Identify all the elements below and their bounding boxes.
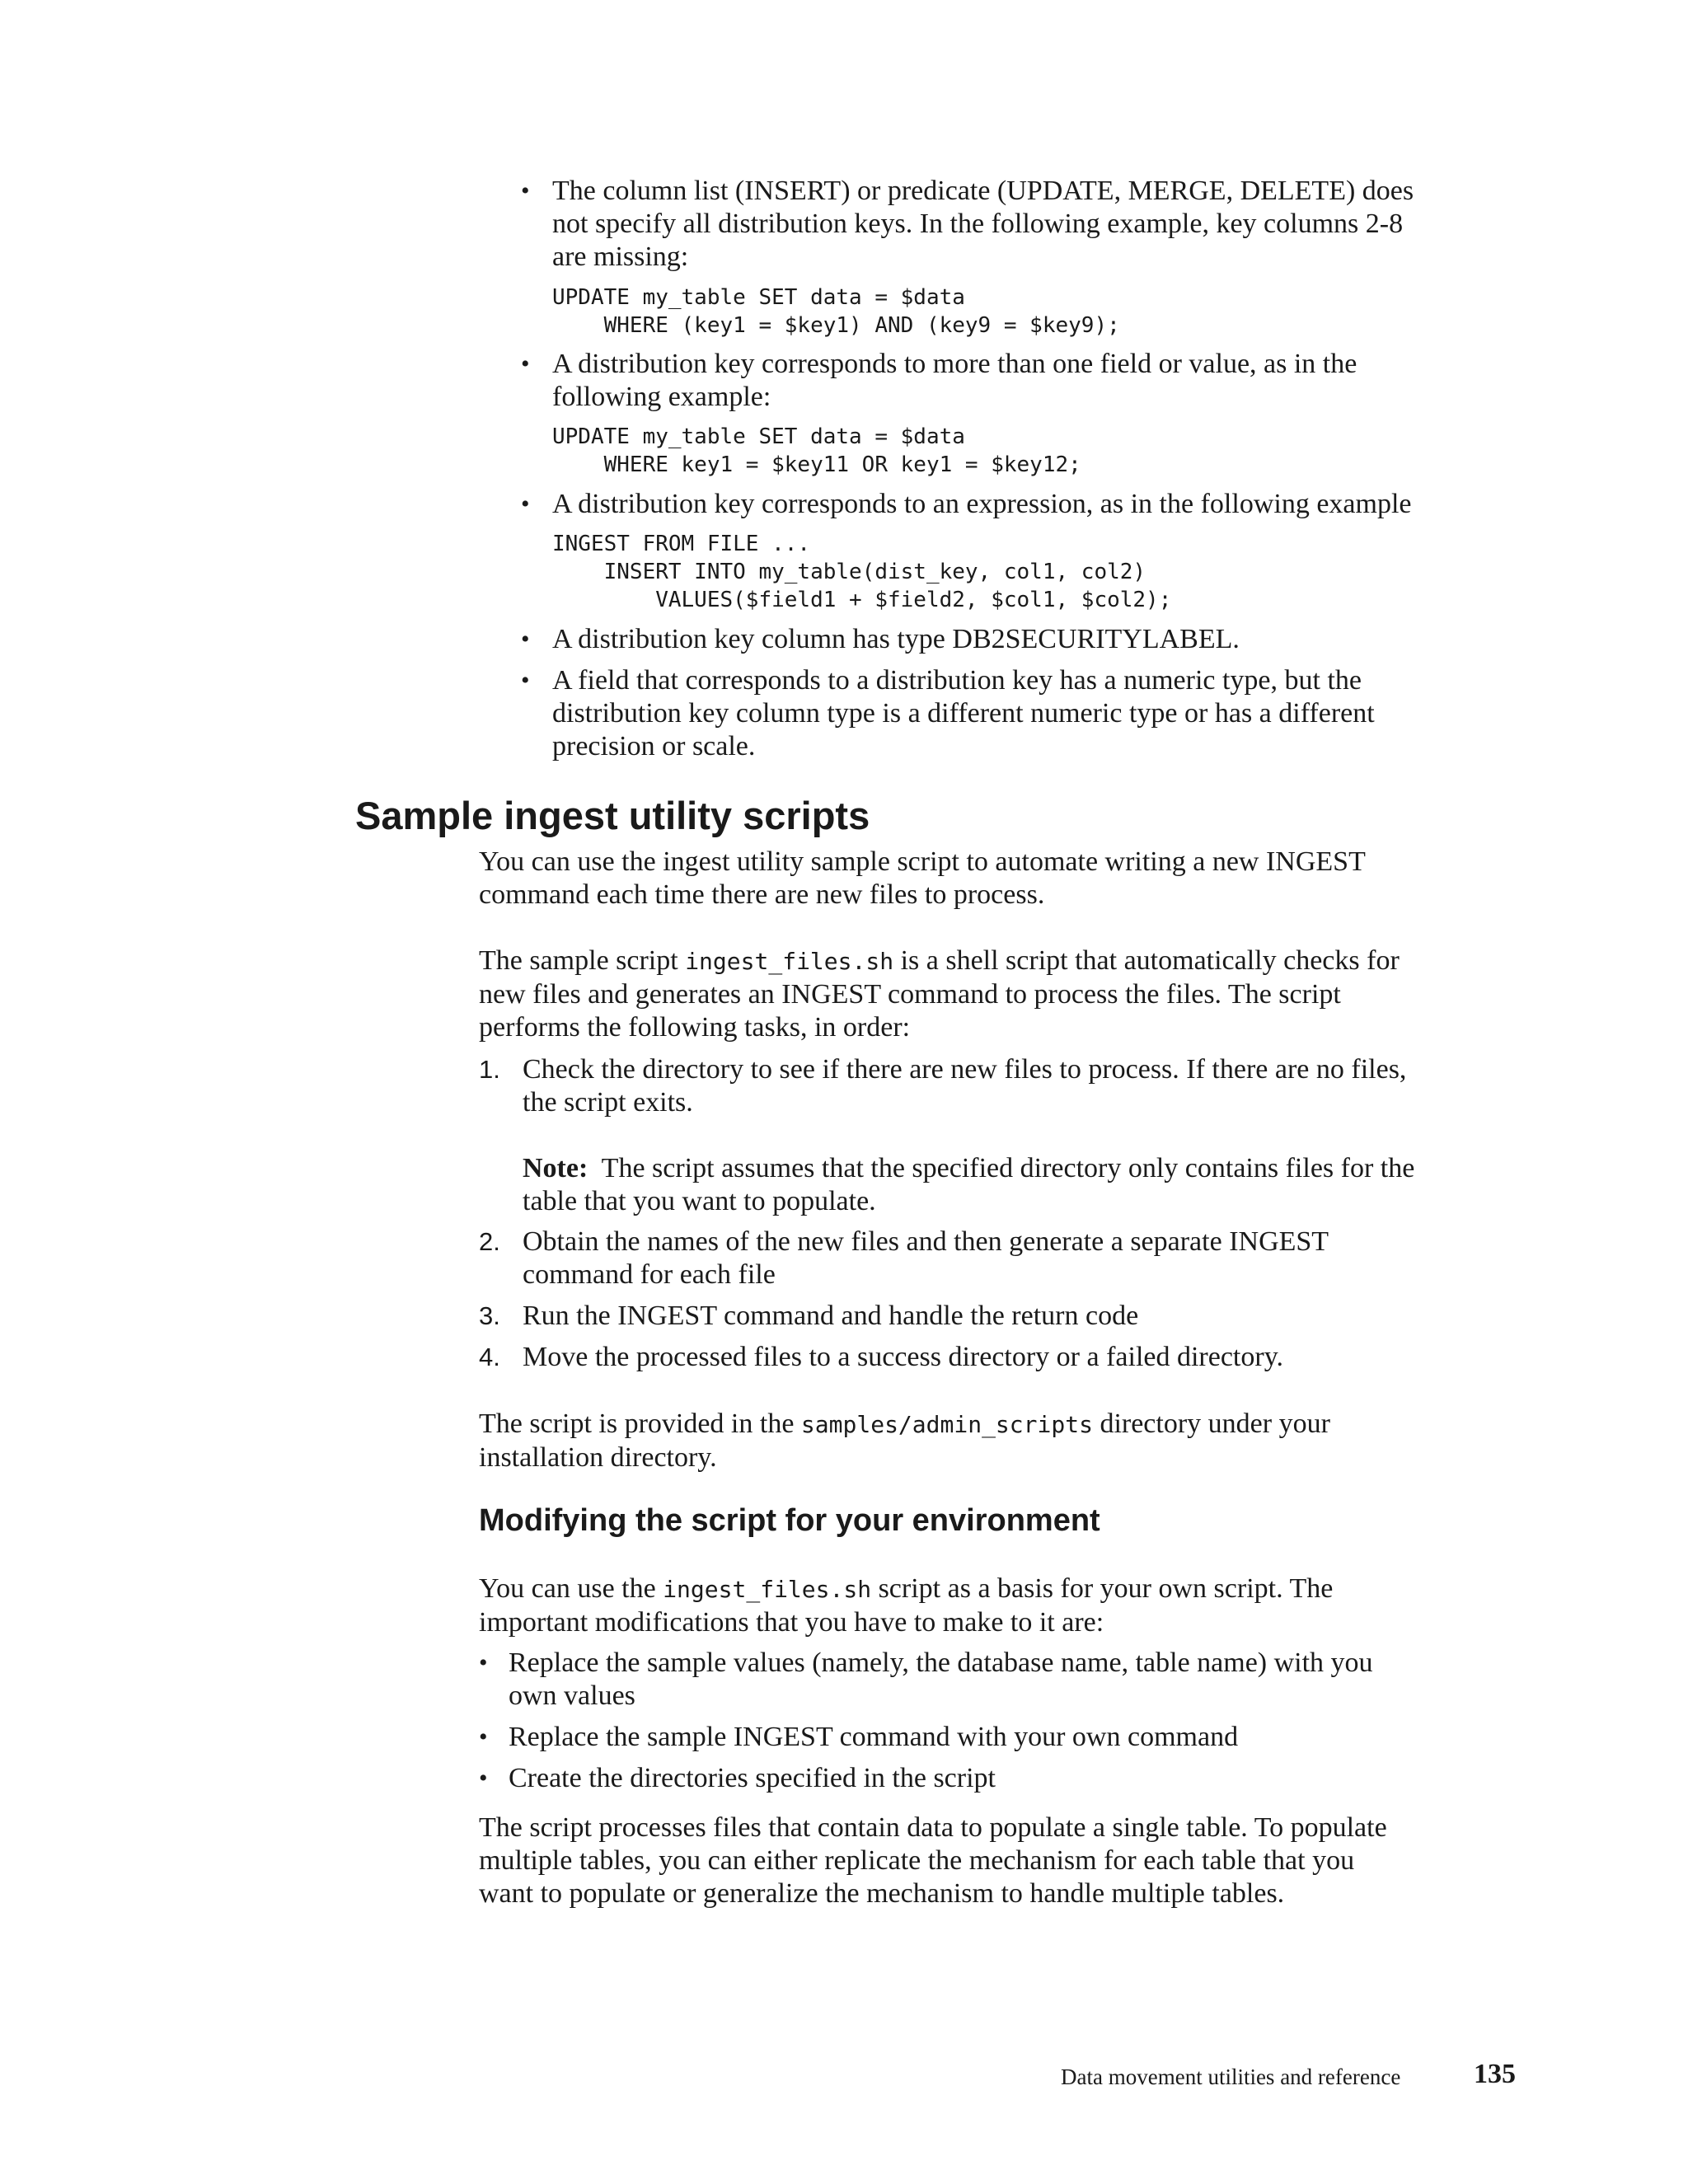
code-line: UPDATE my_table SET data = $data [552,424,965,449]
footer-title: Data movement utilities and reference [1061,2064,1401,2089]
closing-line-3: want to populate or generalize the mechanism to handle multiple tables. [479,1878,1285,1909]
para2-text: is a shell script that automatically checks for [893,945,1400,976]
para2-text: The sample script [479,945,686,976]
para3-line-2: installation directory. [479,1442,717,1473]
step-2-line-1: Obtain the names of the new files and then generate a separate INGEST [523,1226,1329,1257]
bullet-3-line-1: A distribution key corresponds to an expression, as in the following example [552,489,1412,519]
bullet-4-line-1: A distribution key column has type DB2SECURITYLABEL. [552,624,1240,654]
inline-code: ingest_files.sh [663,1576,872,1603]
subsection-heading: Modifying the script for your environment [479,1503,1100,1538]
step-number: 4. [479,1343,500,1371]
note-label: Note: [523,1153,588,1183]
step-1-line-2: the script exits. [523,1087,693,1118]
step-3-line-1: Run the INGEST command and handle the return code [523,1301,1139,1331]
code-line: UPDATE my_table SET data = $data [552,285,965,310]
closing-paragraph [479,1811,1387,1910]
script-description-paragraph [479,944,1400,1044]
para4-text: script as a basis for your own script. The [871,1573,1334,1604]
bullet-marker: • [521,490,530,518]
closing-line-1: The script processes files that contain data to populate a single table. To populate [479,1812,1387,1843]
code-line: INGEST FROM FILE ... [552,532,811,556]
note-line-2: table that you want to populate. [523,1186,876,1216]
bullet-marker: • [521,667,530,694]
mod-bullet-3-line-1: Create the directories specified in the script [509,1763,996,1793]
code-block-2 [552,423,1081,479]
para4-line-1 [479,1572,1333,1606]
para2-line-2: new files and generates an INGEST command to process the files. The script [479,979,1341,1010]
bullet-2-line-2: following example: [552,382,771,412]
bullet-marker: • [479,1723,488,1750]
inline-code: samples/admin_scripts [800,1411,1093,1438]
para3-text: directory under your [1092,1408,1330,1439]
step-1-line-1: Check the directory to see if there are new files to process. If there are no files, [523,1054,1407,1085]
bullet-item-5 [552,664,1375,763]
mod-bullet-2 [509,1721,1238,1754]
bullet-5-line-1: A field that corresponds to a distribution key has a numeric type, but the [552,665,1362,696]
bullet-1-line-2: not specify all distribution keys. In the following example, key columns 2-8 [552,209,1404,239]
modification-intro-paragraph [479,1572,1333,1639]
bullet-5-line-3: precision or scale. [552,731,756,762]
note-line-1 [523,1152,1414,1185]
step-1 [523,1053,1406,1119]
intro-line-1: You can use the ingest utility sample script to automate writing a new INGEST [479,846,1366,877]
mod-bullet-1 [509,1647,1373,1713]
step-4 [523,1341,1283,1374]
inline-code: ingest_files.sh [685,948,894,975]
bullet-1-line-3: are missing: [552,241,689,272]
bullet-1-line-1: The column list (INSERT) or predicate (UPDATE, MERGE, DELETE) does [552,176,1414,206]
code-line: VALUES($field1 + $field2, $col1, $col2); [552,588,1172,612]
section-heading: Sample ingest utility scripts [355,794,870,837]
code-line: INSERT INTO my_table(dist_key, col1, col2) [552,560,1146,584]
bullet-item-1 [552,175,1414,274]
code-line: WHERE key1 = $key11 OR key1 = $key12; [552,452,1081,477]
note-block [523,1152,1414,1218]
bullet-item-3 [552,488,1411,521]
script-location-paragraph [479,1408,1330,1474]
step-2-line-2: command for each file [523,1259,776,1290]
bullet-marker: • [521,626,530,653]
bullet-marker: • [521,177,530,204]
step-4-line-1: Move the processed files to a success directory or a failed directory. [523,1342,1283,1372]
para4-line-2: important modifications that you have to make to it are: [479,1607,1104,1638]
code-line: WHERE (key1 = $key1) AND (key9 = $key9); [552,313,1120,338]
bullet-marker: • [479,1765,488,1792]
bullet-marker: • [521,350,530,377]
step-number: 1. [479,1055,500,1084]
para2-line-3: performs the following tasks, in order: [479,1012,911,1043]
mod-bullet-1-line-1: Replace the sample values (namely, the database name, table name) with you [509,1647,1373,1678]
intro-paragraph [479,846,1366,912]
bullet-5-line-2: distribution key column type is a different numeric type or has a different [552,698,1375,729]
mod-bullet-2-line-1: Replace the sample INGEST command with your own command [509,1722,1239,1752]
bullet-marker: • [479,1649,488,1676]
para2-line-1 [479,944,1400,978]
code-block-3 [552,530,1171,614]
step-2 [523,1226,1329,1291]
page-number: 135 [1474,2059,1516,2089]
para3-text: The script is provided in the [479,1408,801,1439]
para3-line-1 [479,1408,1330,1441]
code-block-1 [552,284,1120,340]
closing-line-2: multiple tables, you can either replicate the mechanism for each table that you [479,1845,1355,1876]
step-3 [523,1300,1138,1333]
bullet-item-4 [552,623,1240,656]
bullet-item-2 [552,348,1357,414]
bullet-2-line-1: A distribution key corresponds to more than one field or value, as in the [552,349,1357,379]
mod-bullet-3 [509,1762,996,1795]
para4-text: You can use the [479,1573,663,1604]
note-text: The script assumes that the specified directory only contains files for the [588,1153,1415,1183]
step-number: 2. [479,1227,500,1256]
intro-line-2: command each time there are new files to process. [479,879,1045,910]
step-number: 3. [479,1301,500,1330]
mod-bullet-1-line-2: own values [509,1680,635,1711]
